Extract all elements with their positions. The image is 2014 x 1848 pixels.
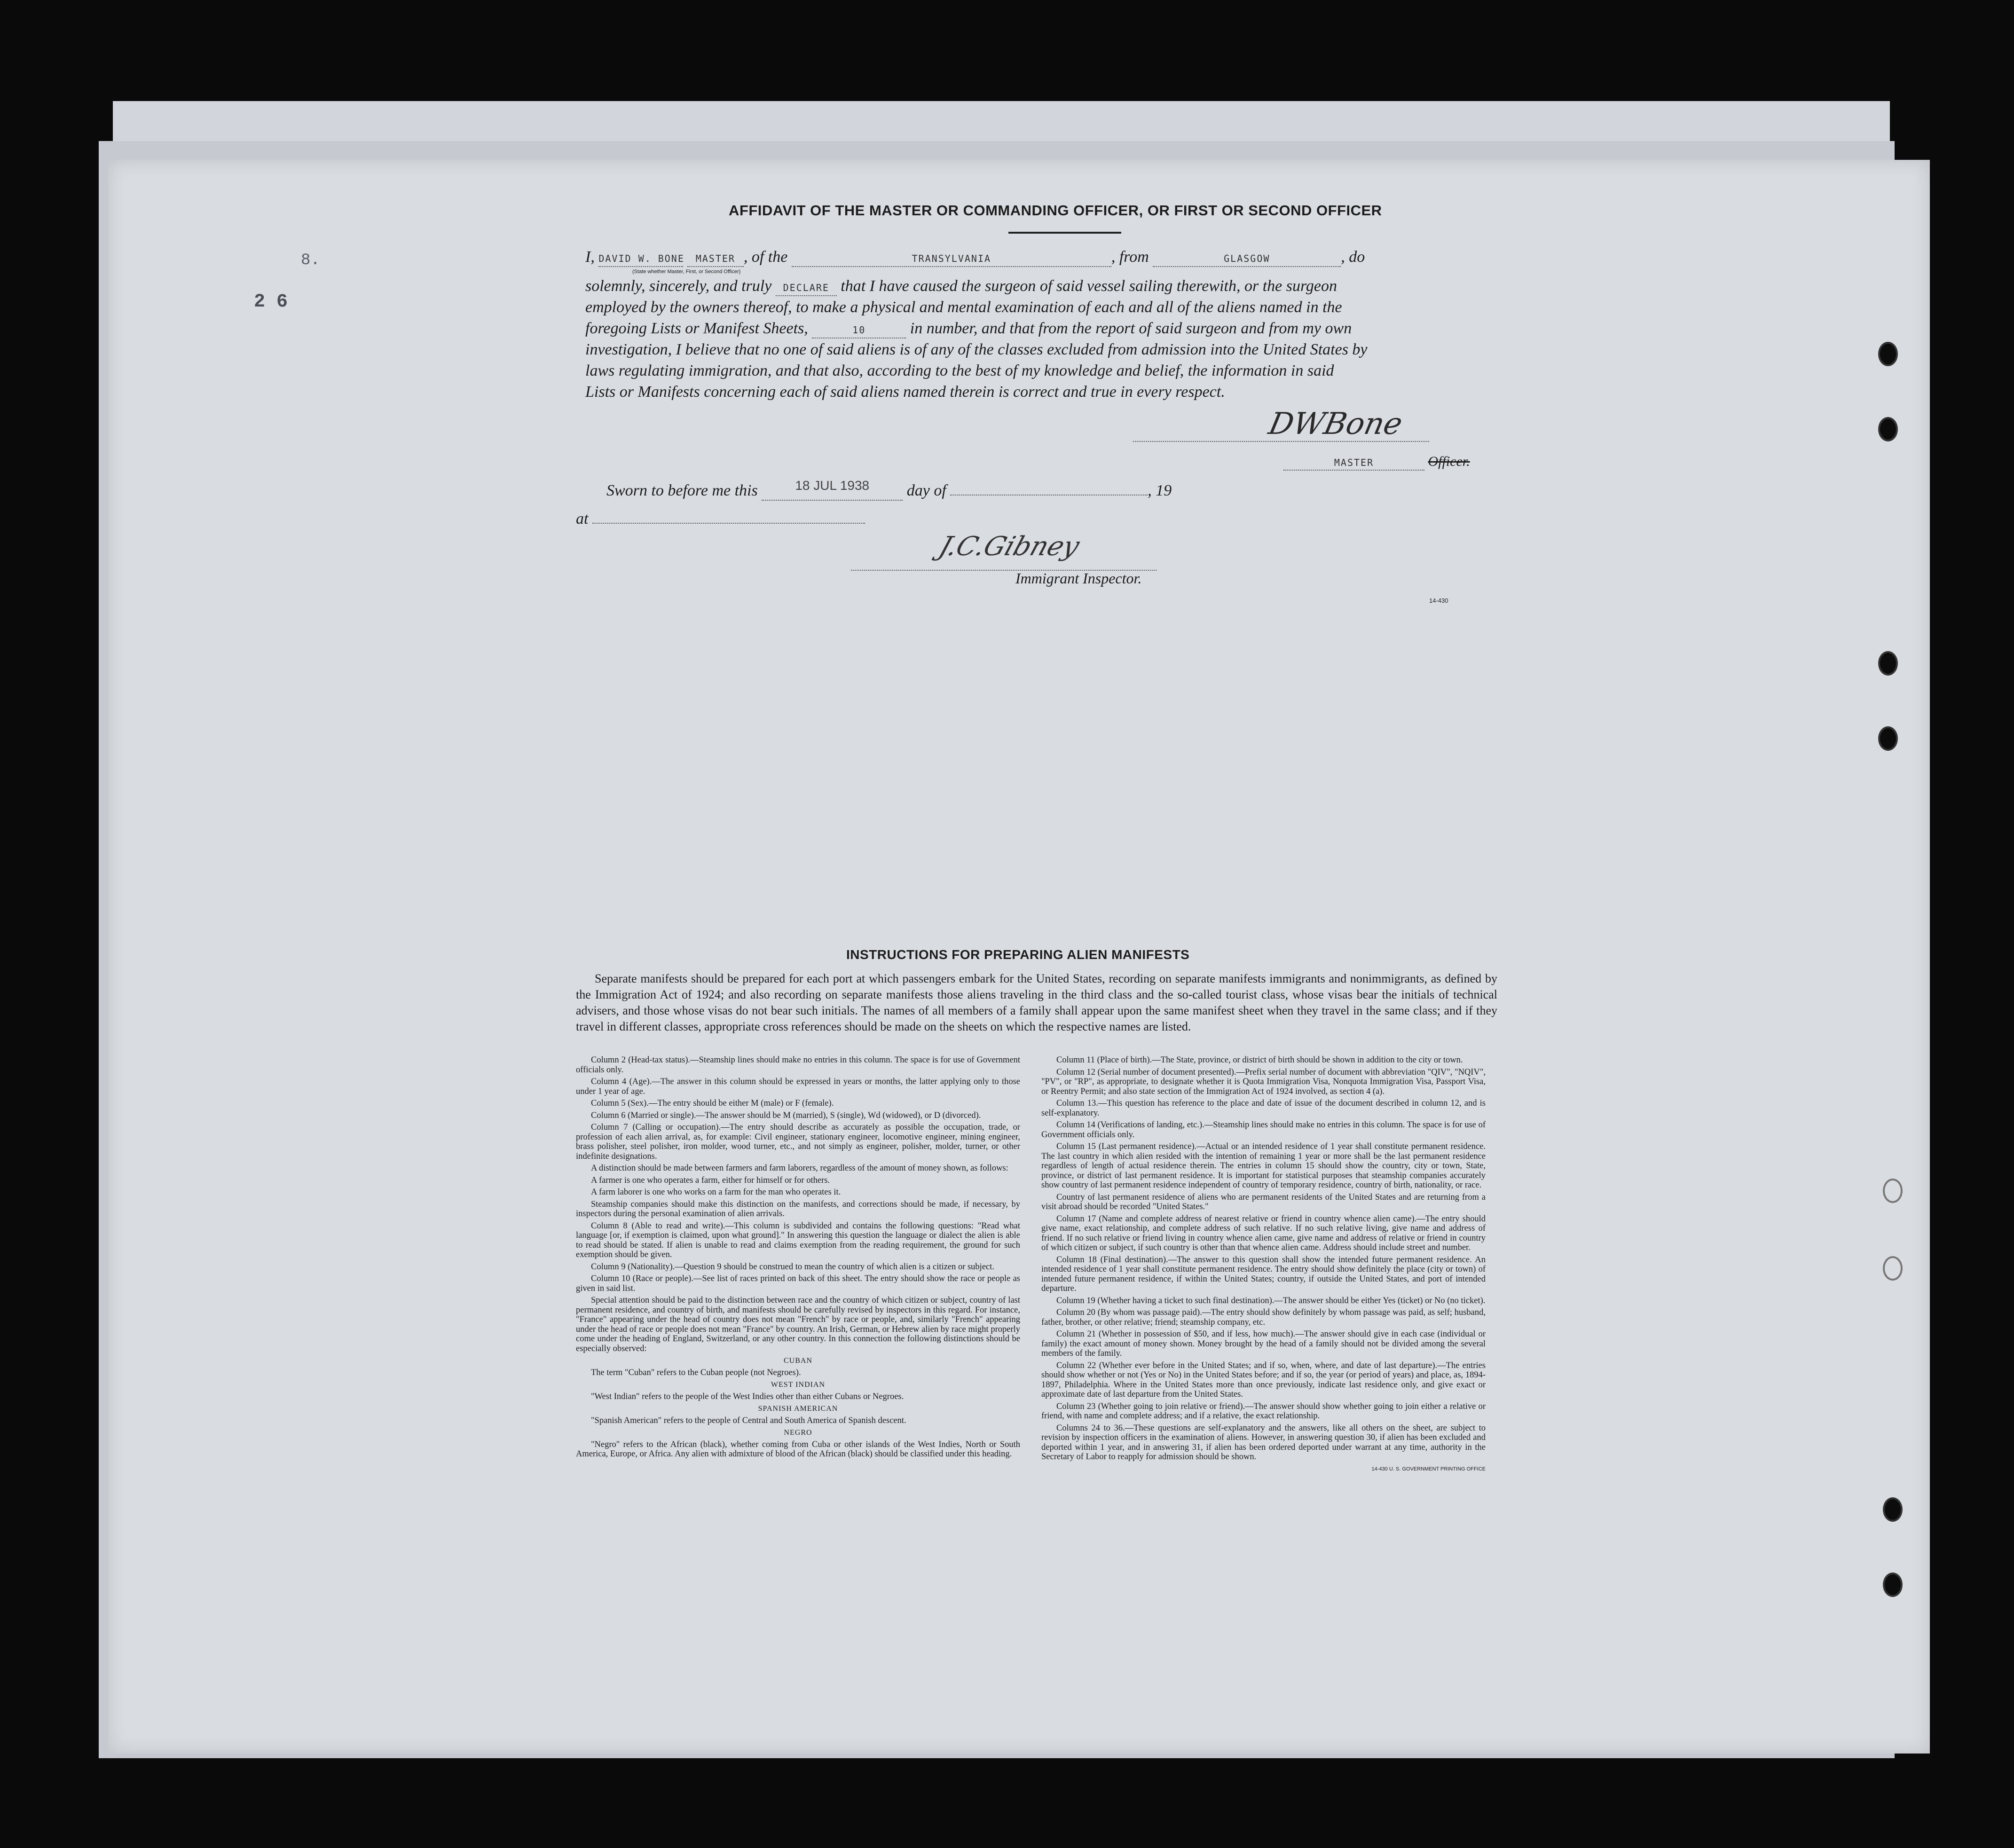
left-item-11: Column 9 (Nationality).—Question 9 should be construed to mean the country of which alien is a citizen or subject.	[591, 1262, 995, 1272]
line4-b: in number, and that from the report of said surgeon and from my own	[910, 320, 1352, 337]
oath-word: DECLARE	[783, 282, 829, 293]
line2-text: that I have caused the surgeon of said vessel sailing therewith, or the surgeon	[841, 277, 1337, 295]
inspector-signature: J.C.Gibney	[935, 531, 1084, 562]
left-item-2: Column 4 (Age).—The answer in this column should be expressed in years or months, the latter applying only to those under 1 year of age.	[576, 1077, 1020, 1096]
binder-hole-4	[1878, 726, 1898, 751]
right-item-12: Column 22 (Whether ever before in the United States; and if so, when, where, and date of last departure).—The entries should show whether or not (Yes or No) in the United States before; and if so, the year (or period of years) and place, as, 1894-1897, Philadelphia. Where in the United States more than once previously, indicate last residence only, and give exact or approximate date of last departure from the United States.	[1041, 1360, 1486, 1399]
signature-line	[1133, 441, 1429, 442]
left-item-1: Column 2 (Head-tax status).—Steamship lines should make no entries in this column. The space is for use of Government officials only.	[576, 1055, 1020, 1075]
right-item-8: Column 18 (Final destination).—The answer to this question shall show the intended future permanent residence. An intended residence of 1 year shall constitute permanent residence. The entry should show definitely the place (city or town) of intended future permanent residence, if within the United States; country, if outside the United States, and port of intended departure.	[1041, 1255, 1486, 1293]
officer-line	[1283, 454, 1470, 471]
spanish-american-heading: SPANISH AMERICAN	[758, 1405, 838, 1413]
west-indian-text: "West Indian" refers to the people of the West Indies other than either Cubans or Negroes.	[591, 1392, 904, 1401]
rank-note: (State whether Master, First, or Second Officer)	[632, 269, 741, 275]
back-mark-1: 8.	[301, 252, 320, 269]
affidavit-line-2	[585, 277, 1337, 296]
document-page	[108, 160, 1930, 1754]
of-the-label: , of the	[743, 248, 788, 266]
binder-hole-7	[1883, 1497, 1903, 1522]
right-item-1: Column 11 (Place of birth).—The State, province, or district of birth should be shown in addition to the city or town.	[1056, 1055, 1463, 1065]
instructions-left-column	[576, 1055, 1020, 1462]
officer-line-value: MASTER	[1334, 457, 1374, 468]
year-prefix: , 19	[1148, 482, 1172, 499]
at-label: at	[576, 510, 589, 527]
back-mark-2: 2 6	[254, 291, 288, 313]
binder-hole-8	[1883, 1573, 1903, 1597]
right-item-7: Column 17 (Name and complete address of nearest relative or friend in country whence alien came).—The entry should give name, exact relationship, and complete address of such relative. If no such relative living, give name and address of friend. If no such relative or friend living in country whence alien came, give name and address of relative or friend in country of which citizen or subject, if such country is other than that whence alien came. Address should include street and number.	[1041, 1214, 1486, 1252]
date-stamp: 18 JUL 1938	[795, 478, 870, 493]
left-item-9: Steamship companies should make this distinction on the manifests, and corrections should be made, if necessary, by inspectors during the personal examination of alien arrivals.	[576, 1199, 1020, 1219]
form-number: 14-430	[1429, 597, 1448, 604]
from-label: , from	[1111, 248, 1149, 266]
left-item-12: Column 10 (Race or people).—See list of races printed on back of this sheet. The entry should show the race or people as given in said list.	[576, 1274, 1020, 1293]
instructions-intro: Separate manifests should be prepared for each port at which passengers embark for the United States, recording on separate manifests immigrants and nonimmigrants, as defined by the Immigration Act of 1924; and also recording on separate manifests those aliens traveling in the third class and the so-called tourist class, whose visas bear the initials of technical advisers, and those whose visas do not bear such initials. The names of all members of a family shall appear upon the same manifest sheet when they travel in the same class; and if they travel in different classes, appropriate cross references should be made on the sheets on which the respective names are listed.	[576, 972, 1497, 1033]
right-item-14: Columns 24 to 36.—These questions are self-explanatory and the answers, like all others on the sheet, are subject to revision by inspection officers in the examination of aliens. However, in answering question 30, if alien has been excluded and deported within 1 year, and in answering 31, if alien has been ordered deported under warrant at any time, authority in the Secretary of Labor to reapply for admission should be shown.	[1041, 1423, 1486, 1462]
port-name: GLASGOW	[1224, 253, 1270, 264]
left-item-10: Column 8 (Able to read and write).—This column is subdivided and contains the following questions: "Read what language [or, if exemption is claimed, upon what ground]." In answering this question the language or dialect the alien is able to read should be stated. If alien is unable to read and claims exemption from the reading requirement, the ground for such exemption should be given.	[576, 1221, 1020, 1259]
at-line	[576, 510, 865, 528]
west-indian-heading: WEST INDIAN	[771, 1381, 826, 1389]
affidavit-line-7: Lists or Manifests concerning each of said aliens named therein is correct and true in every respect.	[585, 383, 1225, 401]
cuban-text: The term "Cuban" refers to the Cuban people (not Negroes).	[591, 1368, 801, 1377]
right-item-6: Country of last permanent residence of aliens who are permanent residents of the United States and are returning from a visit abroad should be recorded "United States."	[1041, 1192, 1486, 1211]
left-item-4: Column 6 (Married or single).—The answer should be M (married), S (single), Wd (widowed), or D (divorced).	[591, 1110, 981, 1120]
officer-rank: MASTER	[695, 253, 735, 264]
affidavit-line-3: employed by the owners thereof, to make a physical and mental examination of each and all of the aliens named in the	[585, 299, 1342, 316]
left-item-6: A distinction should be made between farmers and farm laborers, regardless of the amount of money shown, as follows:	[591, 1164, 1008, 1173]
cuban-heading: CUBAN	[783, 1357, 812, 1365]
right-item-11: Column 21 (Whether in possession of $50, and if less, how much).—The answer should give in each case (individual or family) the exact amount of money shown. Money brought by the head of a family should not be divided among the several members of the family.	[1041, 1329, 1486, 1358]
affidavit-title: AFFIDAVIT OF THE MASTER OR COMMANDING OFFICER, OR FIRST OR SECOND OFFICER	[729, 202, 1382, 219]
right-item-10: Column 20 (By whom was passage paid).—The entry should show definitely by whom passage was paid, as self; husband, father, brother, or other relative; friend; steamship company, etc.	[1041, 1308, 1486, 1327]
right-item-2: Column 12 (Serial number of document presented).—Prefix serial number of document with abbreviation "QIV", "NQIV", "PV", or "RP", as appropriate, to designate whether it is Quota Immigration Visa, Nonquota Immigration Visa, Passport Visa, or Reentry Permit; and also state section of the Immigration Act of 1924 involved, as section 4 (a).	[1041, 1067, 1486, 1096]
right-item-3: Column 13.—This question has reference to the place and date of issue of the document described in column 12, and is self-explanatory.	[1041, 1099, 1486, 1118]
day-of-label: day of	[906, 482, 946, 499]
vessel-name: TRANSYLVANIA	[912, 253, 991, 264]
solemnly-text: solemnly, sincerely, and truly	[585, 277, 772, 295]
binder-hole-2	[1878, 417, 1898, 441]
instructions-title: INSTRUCTIONS FOR PREPARING ALIEN MANIFESTS	[846, 947, 1190, 962]
affidavit-line-4	[585, 320, 1352, 338]
sworn-line	[606, 478, 1172, 501]
right-item-9: Column 19 (Whether having a ticket to such final destination).—The answer should be either Yes (ticket) or No (no ticket).	[1056, 1296, 1486, 1305]
title-rule	[1008, 232, 1121, 234]
affidavit-line-6: laws regulating immigration, and that also, according to the best of my knowledge and belief, the information in said	[585, 362, 1334, 379]
right-item-13: Column 23 (Whether going to join relative or friend).—The answer should show whether going to join either a relative or friend, with name and complete address; and if a relative, the exact relationship.	[1041, 1401, 1486, 1421]
left-item-8: A farm laborer is one who works on a farm for the man who operates it.	[591, 1187, 841, 1197]
left-item-3: Column 5 (Sex).—The entry should be either M (male) or F (female).	[591, 1099, 834, 1108]
binder-hole-3	[1878, 651, 1898, 676]
left-item-7: A farmer is one who operates a farm, either for himself or for others.	[591, 1175, 830, 1185]
left-item-13: Special attention should be paid to the distinction between race and the country of which citizen or subject, country of last permanent residence, and country of birth, and manifests should be carefully revised by inspectors in this regard. For instance, "France" appearing under the head of country does not mean "French" by race or people, and, similarly "French" appearing under the head of race or people does not mean "France" by country. An Irish, German, or Hebrew alien by race might properly come under the heading of England, Switzerland, or any other country. In this connection the following distinctions should be especially observed:	[576, 1296, 1020, 1353]
affidavit-line-5: investigation, I believe that no one of said aliens is of any of the classes excluded from admission into the United States by	[585, 341, 1368, 358]
binder-hole-6	[1883, 1256, 1903, 1281]
master-signature: DWBone	[1266, 407, 1406, 441]
instructions-right-column	[1041, 1055, 1486, 1474]
negro-heading: NEGRO	[784, 1429, 812, 1437]
i-label: I,	[585, 248, 595, 266]
do-label: , do	[1341, 248, 1365, 266]
sworn-label: Sworn to before me this	[606, 482, 758, 499]
affidavit-line-1	[585, 248, 1365, 267]
right-item-5: Column 15 (Last permanent residence).—Actual or an intended residence of 1 year shall constitute permanent residence. The last country in which alien resided with the intention of remaining 1 year or more shall be the last permanent residence regardless of length of actual residence therein. The entries in column 15 should show the country, city or town, State, province, or district of last permanent residence. It is important for statistical purposes that steamship companies accurately show country of last permanent residence independent of country of temporary residence, country of birth, nationality, or race.	[1041, 1142, 1486, 1190]
binder-hole-5	[1883, 1179, 1903, 1203]
negro-text: "Negro" refers to the African (black), whether coming from Cuba or other islands of the West Indies, North or South America, Europe, or Africa. Any alien with admixture of blood of the African (black) should be classified under this heading.	[576, 1439, 1020, 1459]
inspector-label: Immigrant Inspector.	[1015, 570, 1142, 587]
spanish-american-text: "Spanish American" refers to the people of Central and South America of Spanish descent.	[591, 1415, 906, 1425]
sheet-count: 10	[852, 324, 866, 336]
binder-hole-1	[1878, 342, 1898, 366]
printer-line: 14-430 U. S. GOVERNMENT PRINTING OFFICE	[1371, 1466, 1486, 1472]
officer-name: DAVID W. BONE	[598, 253, 684, 264]
right-item-4: Column 14 (Verifications of landing, etc.).—Steamship lines should make no entries in this column. The space is for use of Government officials only.	[1041, 1120, 1486, 1140]
officer-label: Officer.	[1428, 454, 1470, 469]
left-item-5: Column 7 (Calling or occupation).—The entry should describe as accurately as possible the occupation, trade, or profession of each alien arrival, as, for example: Civil engineer, stationary engineer, locomotive engineer, mining engineer, brass polisher, steel polisher, iron molder, wood turner, etc., and not simply as engineer, polisher, molder, turner, or other indefinite designations.	[576, 1123, 1020, 1161]
line4-a: foregoing Lists or Manifest Sheets,	[585, 320, 808, 337]
